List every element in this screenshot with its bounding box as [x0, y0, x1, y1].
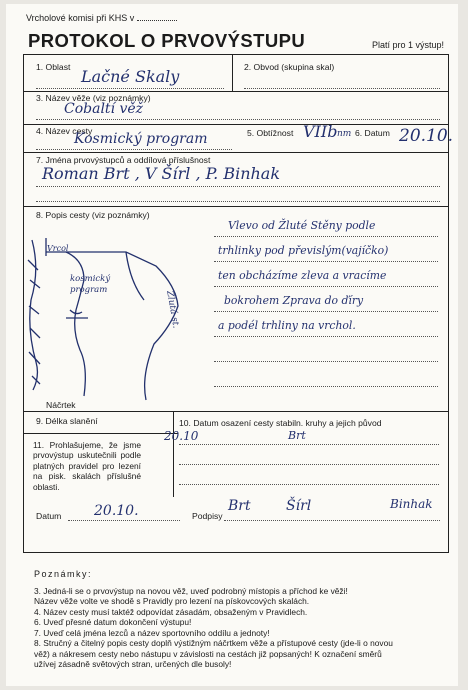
- area-label: 1. Oblast: [36, 62, 71, 72]
- climbers-value: Roman Brt , V Šírl , P. Binhak: [42, 164, 281, 183]
- sign-date-value: 20.10.: [94, 503, 139, 519]
- district-line: [244, 88, 440, 89]
- bolts-line: [179, 484, 439, 485]
- description-text-line: trhlinky pod převislým(vajíčko): [218, 244, 389, 257]
- signature-3: Binhak: [390, 497, 433, 511]
- climbers-line: [36, 201, 440, 202]
- description-text-line: bokrohem Zprava do ďíry: [224, 294, 364, 307]
- tower-label: 3. Název věže (viz poznámky): [36, 93, 151, 103]
- sketch-wall-label: Žlutá st.: [164, 290, 181, 330]
- description-line: [214, 236, 438, 237]
- description-line: [214, 386, 438, 387]
- row-divider: [23, 411, 449, 412]
- tower-line: [36, 119, 440, 120]
- rappel-label: 9. Délka slanění: [36, 416, 98, 426]
- note-item: užívej zásadně světových stran, určených dle busoly!: [34, 659, 232, 669]
- row-divider: [23, 433, 178, 434]
- description-text-line: a podél trhliny na vrchol.: [218, 319, 356, 332]
- sign-date-label: Datum: [36, 511, 62, 521]
- signature-2: Šírl: [286, 498, 312, 514]
- description-text-line: Vlevo od Žluté Stěny podle: [228, 219, 376, 232]
- declaration-text: 11. Prohlašujeme, že jsme prvovýstup uskutečnili podle platných pravidel pro lezení na pisk. skalách příslušné oblasti.: [33, 440, 141, 492]
- bolts-line: [179, 464, 439, 465]
- description-line: [214, 336, 438, 337]
- difficulty-label: 5. Obtížnost: [247, 128, 294, 138]
- route-label: 4. Název cesty: [36, 126, 93, 136]
- climbers-label: 7. Jména prvovýstupců a oddílová příslušnost: [36, 155, 211, 165]
- route-value: Kosmický program: [74, 131, 208, 147]
- description-line: [214, 311, 438, 312]
- bolts-who-value: Brt: [288, 429, 306, 442]
- bolts-line: [179, 444, 439, 445]
- note-item: Název věže volte ve shodě s Pravidly pro lezení na pískovcových skalách.: [34, 596, 310, 606]
- description-text-line: ten obcházíme zleva a vracíme: [218, 269, 387, 282]
- sketch-route-label: kosmický program: [70, 274, 111, 295]
- protocol-sheet: [6, 4, 458, 686]
- note-item: 3. Jedná-li se o prvovýstup na novou věž, uveď podrobný místopis a příchod ke věži!: [34, 585, 348, 596]
- sketch-summit-label: Vrcol: [47, 244, 69, 253]
- commission-blank: [137, 12, 177, 21]
- sketch-stroke: [66, 310, 88, 318]
- district-label: 2. Obvod (skupina skal): [244, 62, 335, 72]
- col-divider: [173, 411, 174, 497]
- bolts-date-value: 20.10: [164, 429, 199, 443]
- signatures-line: [224, 520, 440, 521]
- route-sketch: [26, 226, 216, 406]
- description-line: [214, 261, 438, 262]
- validity-note: Platí pro 1 výstup!: [371, 40, 444, 50]
- row-divider: [23, 206, 449, 207]
- notes-title: Poznámky:: [34, 569, 93, 579]
- col-divider: [232, 54, 233, 91]
- date-label: 6. Datum: [355, 128, 390, 138]
- note-item: věž) a nákresem cesty nebo nástupu v závislosti na cestách již popsaných! K označení směrů: [34, 648, 382, 659]
- area-line: [36, 88, 224, 89]
- row-divider: [23, 124, 449, 125]
- description-line: [214, 361, 438, 362]
- signature-1: Brt: [228, 498, 251, 514]
- row-divider: [23, 91, 449, 92]
- commission-header: [26, 12, 177, 23]
- row-divider: [23, 152, 449, 153]
- sign-date-line: [68, 520, 180, 521]
- note-item: 4. Název cesty musí taktéž odpovídat zásadám, obsaženým v Pravidlech.: [34, 606, 308, 617]
- commission-label: Vrcholové komisi při KHS v: [26, 13, 135, 23]
- note-item: 8. Stručný a čitelný popis cesty doplň výstižným náčrtkem věže a přístupové cesty (jde-li o novou: [34, 638, 393, 648]
- sketch-label: Náčrtek: [46, 400, 76, 410]
- difficulty-value: VIIb: [303, 122, 338, 141]
- notes-section: [34, 569, 444, 670]
- note-item: 7. Uveď celá jména lezců a název sportovního oddílu a jednoty!: [34, 627, 270, 638]
- signatures-label: Podpisy: [192, 511, 223, 521]
- tower-value: Cobaltí věž: [64, 101, 144, 117]
- description-label: 8. Popis cesty (viz poznámky): [36, 210, 150, 220]
- page-title: PROTOKOL O PRVOVÝSTUPU: [28, 30, 306, 51]
- area-value: Lačné Skaly: [81, 67, 180, 86]
- route-line: [36, 149, 232, 150]
- description-line: [214, 286, 438, 287]
- date-value: 20.10.: [399, 126, 454, 146]
- climbers-line: [36, 186, 440, 187]
- note-item: 6. Uveď přesné datum dokončení výstupu!: [34, 617, 192, 627]
- bolts-label: 10. Datum osazení cesty stabiln. kruhy a jejich původ: [179, 418, 382, 428]
- difficulty-suffix: nm: [337, 129, 352, 139]
